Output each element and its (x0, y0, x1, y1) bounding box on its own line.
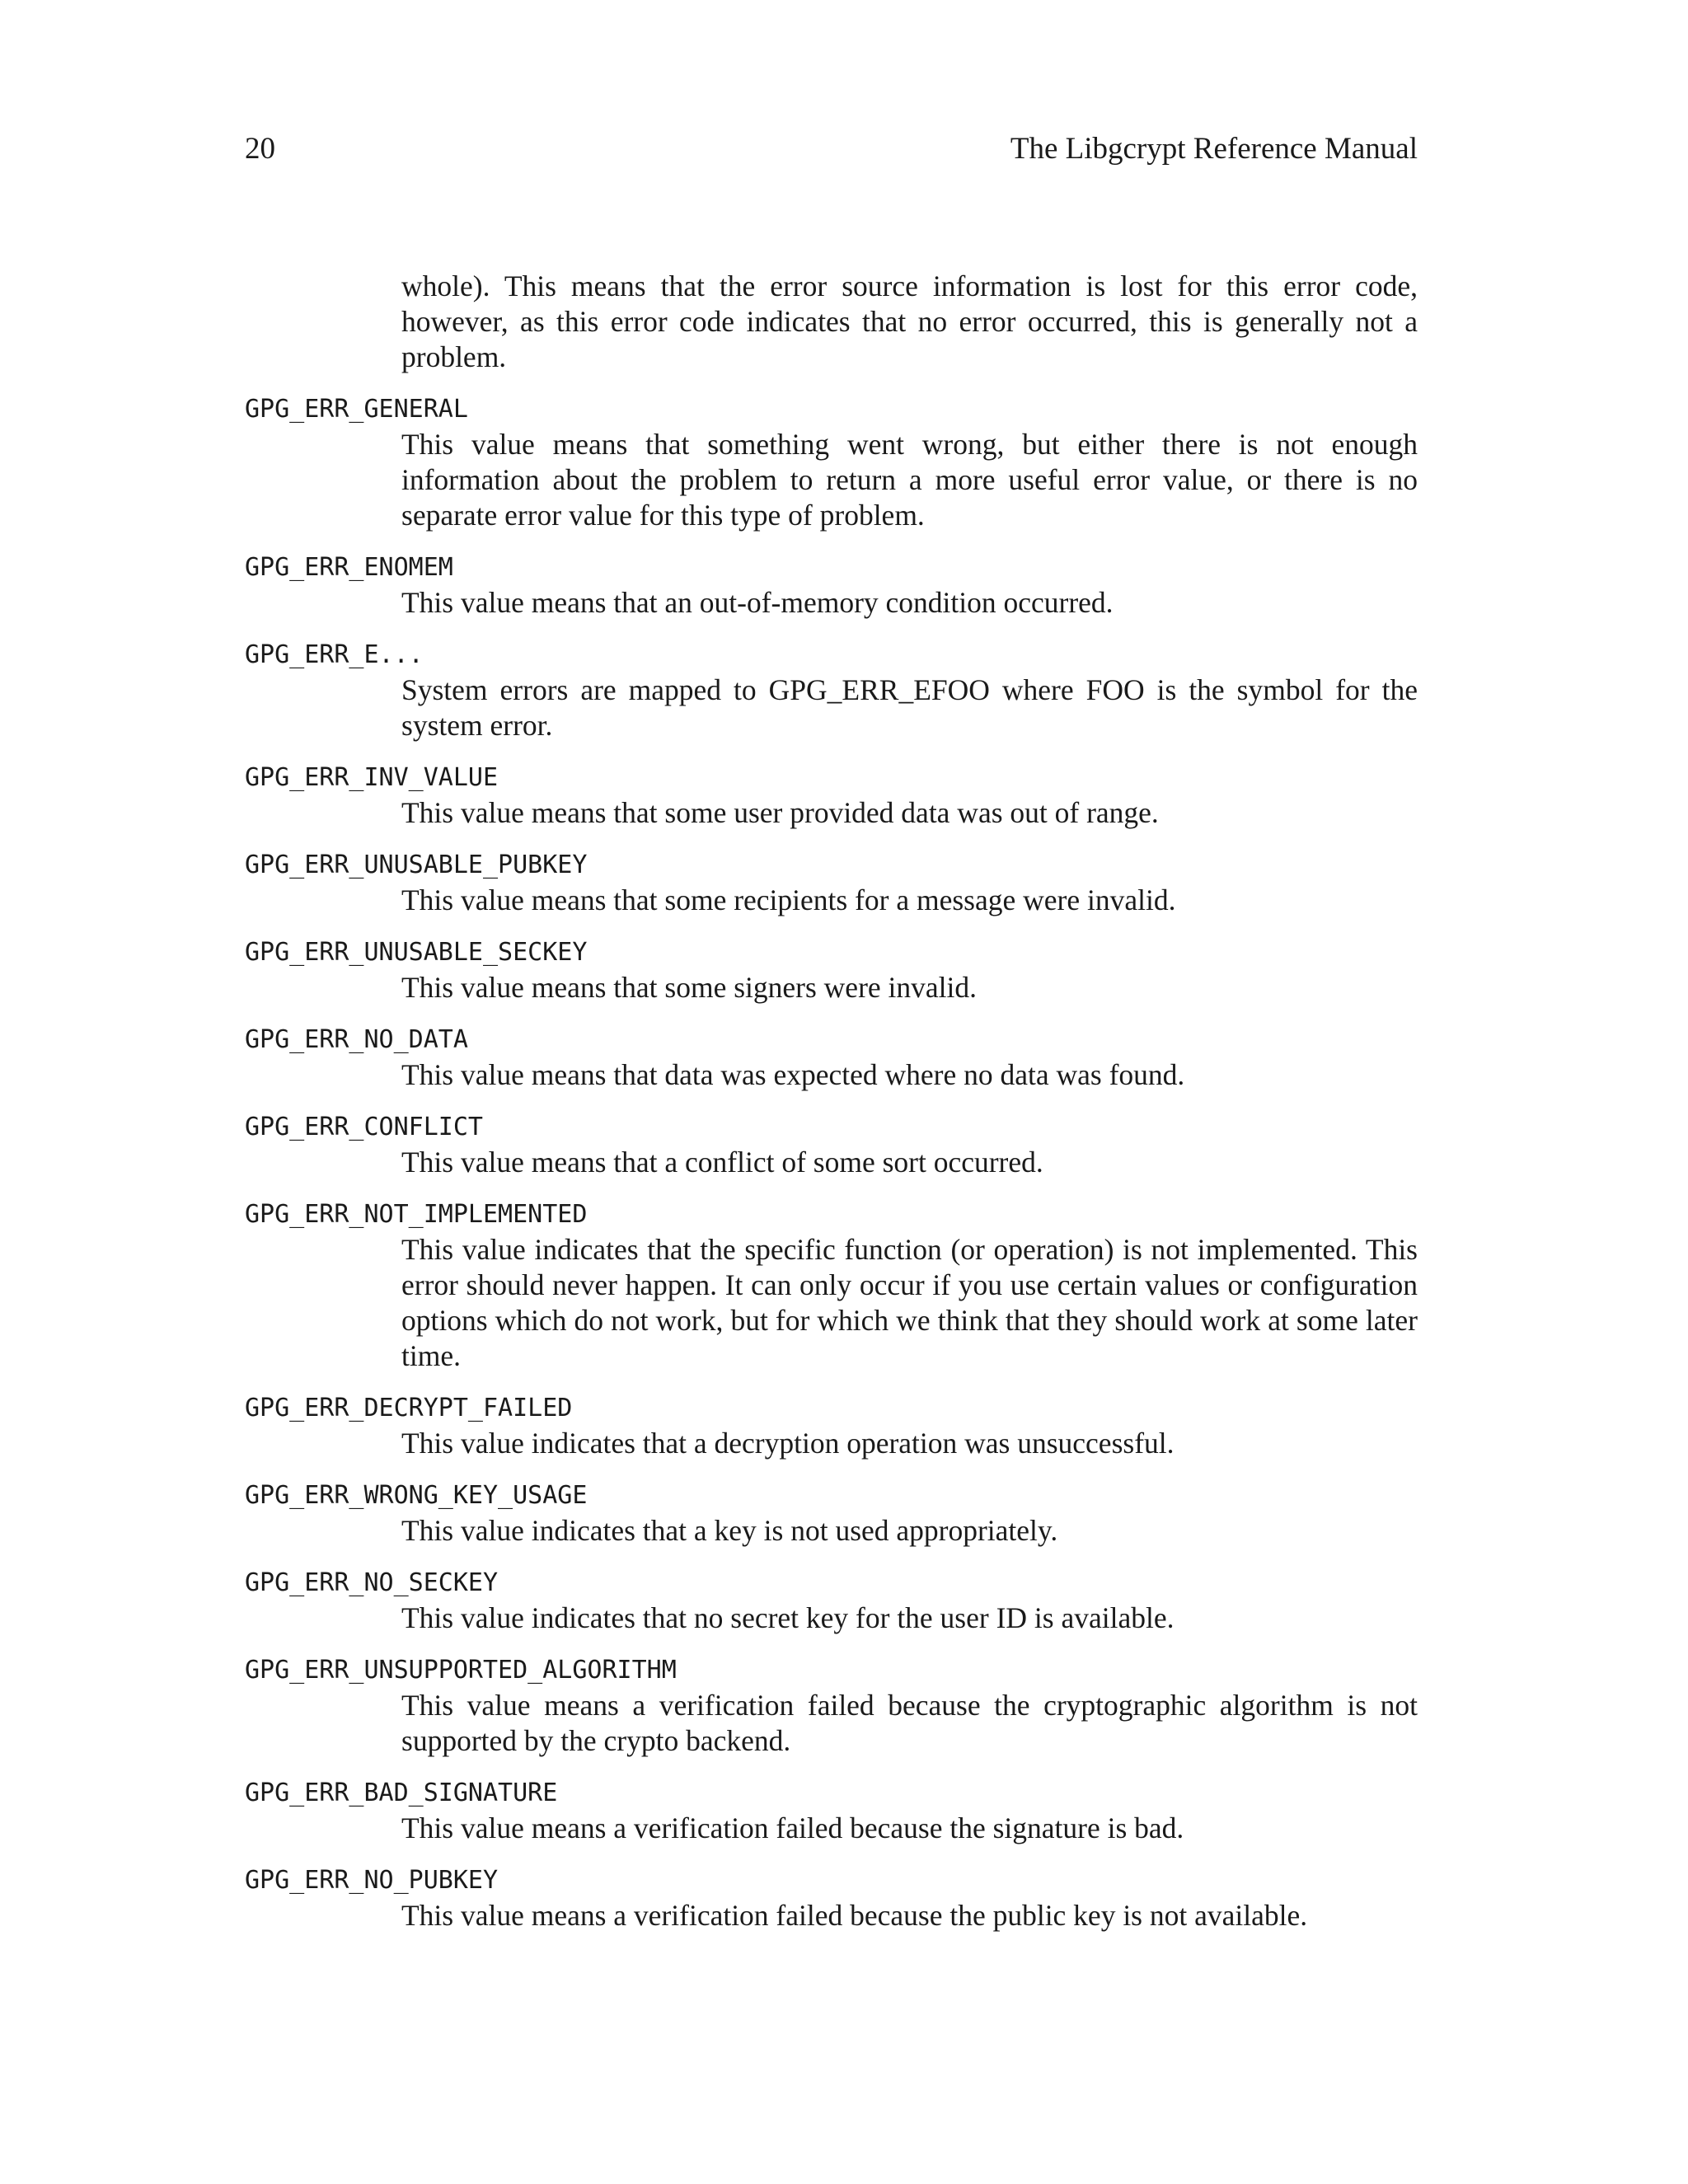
error-code-term: GPG_ERR_UNUSABLE_PUBKEY (245, 851, 588, 879)
error-code-description: This value means that some recipients for a message were invalid. (401, 883, 1176, 916)
error-code-term: GPG_ERR_GENERAL (245, 395, 468, 424)
continued-paragraph: whole). This means that the error source information is lost for this error code, however, as this error code indicates that no error occurred, this is generally not a problem. (401, 269, 1418, 373)
error-code-description: This value indicates that a key is not used appropriately. (401, 1514, 1058, 1547)
error-code-description: This value indicates that no secret key for the user ID is available. (401, 1601, 1175, 1634)
table-entry (245, 1109, 1418, 1180)
error-code-term: GPG_ERR_UNSUPPORTED_ALGORITHM (245, 1656, 677, 1685)
error-code-term: GPG_ERR_NOT_IMPLEMENTED (245, 1200, 588, 1229)
error-code-term: GPG_ERR_NO_DATA (245, 1025, 468, 1054)
table-entry (245, 1863, 1418, 1933)
page-content (245, 269, 1418, 1933)
error-code-term: GPG_ERR_NO_PUBKEY (245, 1866, 499, 1895)
running-title: The Libgcrypt Reference Manual (1010, 132, 1418, 166)
error-code-description: This value means that an out-of-memory condition occurred. (401, 586, 1114, 619)
table-entry (245, 760, 1418, 831)
error-code-term: GPG_ERR_WRONG_KEY_USAGE (245, 1481, 588, 1510)
error-code-term: GPG_ERR_UNUSABLE_SECKEY (245, 938, 588, 967)
error-code-description: This value means a verification failed because the signature is bad. (401, 1811, 1184, 1844)
error-code-description: This value means that some user provided data was out of range. (401, 796, 1159, 829)
error-code-description: This value means that data was expected where no data was found. (401, 1058, 1185, 1091)
error-code-term: GPG_ERR_ENOMEM (245, 553, 453, 582)
page-header (245, 130, 1418, 168)
page-number: 20 (245, 132, 275, 166)
error-code-description: This value means that some signers were invalid. (401, 971, 977, 1004)
table-entry (245, 1197, 1418, 1374)
table-entry (245, 391, 1418, 533)
error-code-term: GPG_ERR_BAD_SIGNATURE (245, 1779, 558, 1807)
error-code-term: GPG_ERR_CONFLICT (245, 1113, 483, 1141)
error-code-term: GPG_ERR_NO_SECKEY (245, 1568, 499, 1597)
table-entry (245, 1775, 1418, 1846)
table-entry (245, 1652, 1418, 1759)
error-code-term: GPG_ERR_INV_VALUE (245, 763, 499, 792)
table-entry (245, 1565, 1418, 1636)
error-code-description: This value means a verification failed because the cryptographic algorithm is not supported by the crypto backend. (401, 1689, 1418, 1757)
error-code-term: GPG_ERR_DECRYPT_FAILED (245, 1394, 573, 1422)
table-entry (245, 935, 1418, 1005)
error-code-description: System errors are mapped to GPG_ERR_EFOO where FOO is the symbol for the system error. (401, 673, 1418, 742)
table-entry (245, 637, 1418, 743)
table-entry (245, 847, 1418, 918)
error-code-description: This value means that a conflict of some sort occurred. (401, 1146, 1043, 1179)
table-entry (245, 1390, 1418, 1461)
error-code-description: This value means that something went wrong, but either there is not enough information about the problem to return a more useful error value, or there is no separate error value for this type of problem. (401, 428, 1418, 532)
error-code-description: This value indicates that the specific function (or operation) is not implemented. This error should never happen. It can only occur if you use certain values or configuration options which do not work, but for which we think that they should work at some later time. (401, 1233, 1418, 1372)
table-entry (245, 550, 1418, 621)
error-code-description: This value indicates that a decryption operation was unsuccessful. (401, 1427, 1175, 1460)
error-code-description: This value means a verification failed because the public key is not available. (401, 1899, 1308, 1932)
table-entry (245, 1478, 1418, 1549)
error-code-term: GPG_ERR_E... (245, 640, 424, 669)
table-entry (245, 1022, 1418, 1093)
